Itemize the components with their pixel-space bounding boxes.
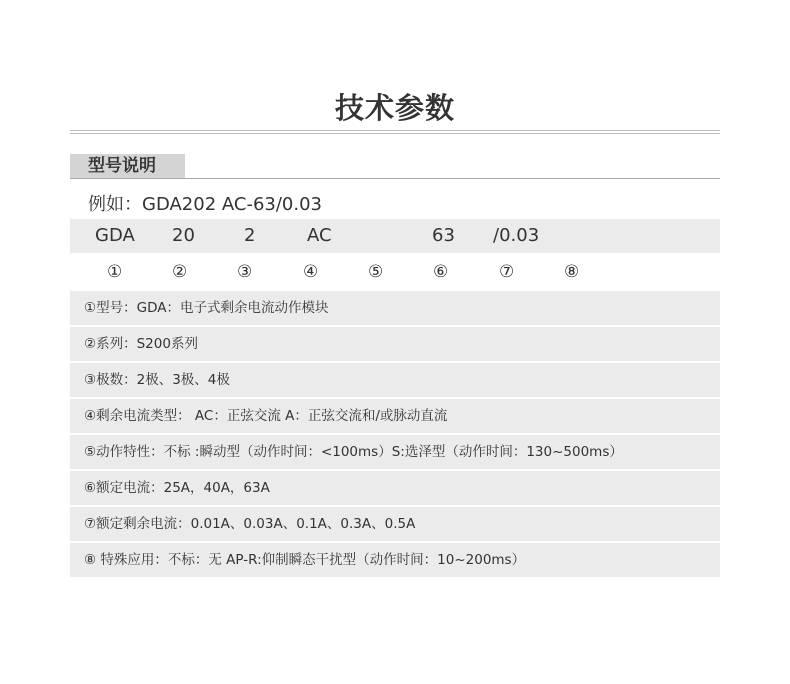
description-row: ⑧ 特殊应用：不标：无 AP-R:仰制瞬态干扰型（动作时间：10~200ms）: [70, 543, 720, 577]
section-tab: 型号说明: [70, 154, 185, 178]
description-row: ⑥额定电流：25A，40A，63A: [70, 471, 720, 505]
index-mark: ①: [107, 262, 123, 282]
title-divider-secondary: [70, 133, 720, 134]
index-mark: ③: [237, 262, 253, 282]
code-part-type: AC: [307, 225, 332, 246]
description-row: ⑤动作特性：不标 :瞬动型（动作时间：<100ms）S:选泽型（动作时间：130~500ms）: [70, 435, 720, 469]
code-part-current: 63: [432, 225, 455, 246]
model-code-row: [70, 219, 720, 253]
code-part-series: 20: [172, 225, 195, 246]
index-mark: ⑧: [564, 262, 580, 282]
index-mark: ⑤: [368, 262, 384, 282]
index-marks-row: [70, 255, 720, 289]
description-row: ③极数：2极、3极、4极: [70, 363, 720, 397]
section-divider: [70, 178, 720, 179]
title-divider: [70, 130, 720, 131]
index-mark: ⑥: [433, 262, 449, 282]
description-row: ①型号：GDA：电子式剩余电流动作模块: [70, 291, 720, 325]
code-part-poles: 2: [244, 225, 256, 246]
index-mark: ⑦: [499, 262, 515, 282]
example-model: 例如：GDA202 AC-63/0.03: [88, 194, 322, 215]
page-title: 技术参数: [334, 91, 455, 125]
index-mark: ④: [303, 262, 319, 282]
description-row: ⑦额定剩余电流：0.01A、0.03A、0.1A、0.3A、0.5A: [70, 507, 720, 541]
description-row: ④剩余电流类型： AC：正弦交流 A：正弦交流和/或脉动直流: [70, 399, 720, 433]
code-part-residual: /0.03: [493, 225, 540, 246]
description-row: ②系列：S200系列: [70, 327, 720, 361]
index-mark: ②: [172, 262, 188, 282]
code-part-gda: GDA: [95, 225, 135, 246]
